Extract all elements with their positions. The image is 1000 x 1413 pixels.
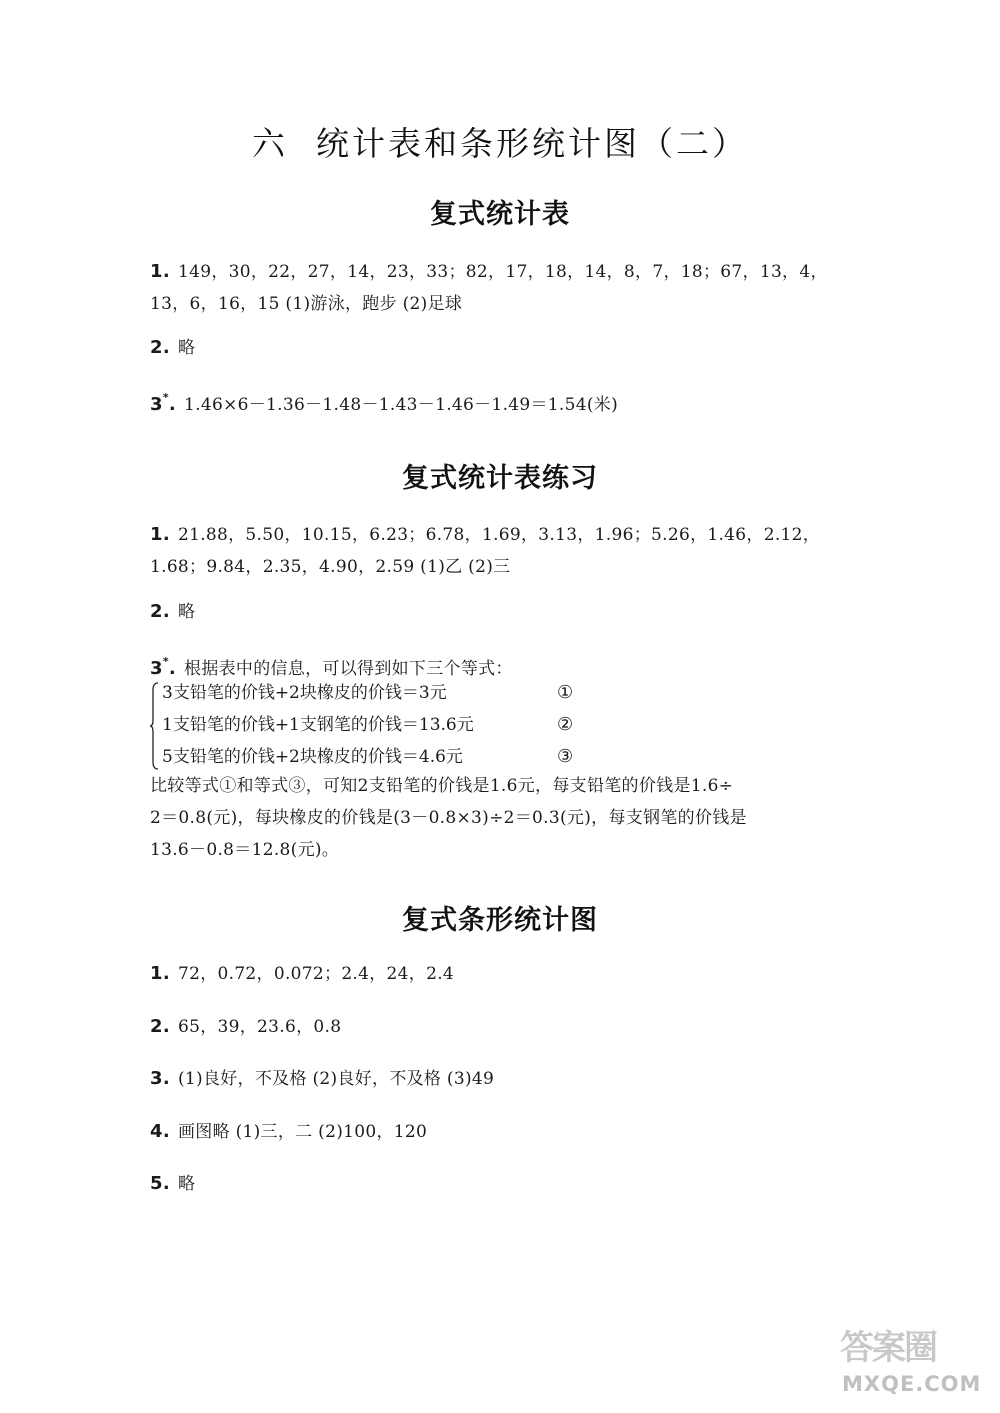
- equation-text: 1支铅笔的价钱+1支钢笔的价钱＝13.6元: [162, 715, 474, 735]
- item-text: 72，0.72，0.072；2.4，24，2.4: [177, 964, 455, 984]
- equation-text: 3支铅笔的价钱+2块橡皮的价钱＝3元: [162, 683, 447, 703]
- item-number: 2.: [150, 337, 170, 358]
- watermark: [840, 1320, 980, 1405]
- item-number: 5.: [150, 1173, 170, 1194]
- watermark-logo: 答案圈: [840, 1328, 936, 1368]
- item-text: 65，39，23.6，0.8: [177, 1017, 342, 1037]
- s1-item-3: [150, 384, 850, 421]
- item-text-cont: 13，6，16，15 (1)游泳，跑步 (2)足球: [150, 294, 463, 314]
- item-number: 4.: [150, 1121, 170, 1142]
- conclusion-line: 比较等式①和等式③，可知2支铅笔的价钱是1.6元，每支铅笔的价钱是1.6÷: [150, 776, 734, 796]
- item-text: 21.88，5.50，10.15，6.23；6.78，1.69，3.13，1.96；5.26，1.46，2.12，: [177, 525, 821, 545]
- item-text: 根据表中的信息，可以得到如下三个等式：: [184, 659, 513, 679]
- section-title-3: 复式条形统计图: [402, 905, 598, 936]
- item-text: (1)良好，不及格 (2)良好，不及格 (3)49: [177, 1069, 495, 1089]
- equation-mark: ③: [557, 746, 574, 767]
- equation-mark: ②: [557, 714, 574, 735]
- item-number: 2.: [150, 1016, 170, 1037]
- s2-item-3-conclusion: [150, 770, 850, 866]
- item-number: 1.: [150, 261, 170, 282]
- item-number: 1.: [150, 524, 170, 545]
- s2-item-2: [150, 596, 850, 628]
- item-text: 149，30，22，27，14，23，33；82，17，18，14，8，7，18；67，13，4，: [177, 262, 828, 282]
- item-number: 3*.: [150, 391, 177, 415]
- chapter-title: [0, 118, 1000, 165]
- equation-text: 5支铅笔的价钱+2块橡皮的价钱＝4.6元: [162, 747, 463, 767]
- chapter-title-text: 统计表和条形统计图（二）: [316, 124, 748, 163]
- item-number: 3*.: [150, 655, 177, 679]
- s2-item-1: [150, 519, 850, 583]
- equation-mark: ①: [557, 682, 574, 703]
- item-number: 3.: [150, 1068, 170, 1089]
- item-text: 略: [177, 1174, 196, 1194]
- equation-system: [150, 678, 610, 774]
- chapter-number: 六: [252, 124, 288, 163]
- item-text: 略: [177, 602, 196, 622]
- s3-item-3: [150, 1063, 850, 1095]
- left-brace-icon: [150, 682, 159, 770]
- s3-item-4: [150, 1116, 850, 1148]
- s3-item-5: [150, 1168, 850, 1200]
- conclusion-line: 13.6－0.8＝12.8(元)。: [150, 840, 340, 860]
- s1-item-2: [150, 332, 850, 364]
- challenge-star: *: [162, 655, 169, 668]
- s3-item-2: [150, 1011, 850, 1043]
- watermark-url: MXQE.COM: [842, 1372, 982, 1396]
- item-text: 略: [177, 338, 196, 358]
- s1-item-1: [150, 256, 850, 320]
- item-text: 1.46×6－1.36－1.48－1.43－1.46－1.49＝1.54(米): [184, 395, 619, 415]
- item-text: 画图略 (1)三，二 (2)100，120: [177, 1122, 428, 1142]
- item-number: 2.: [150, 601, 170, 622]
- item-text-cont: 1.68；9.84，2.35，4.90，2.59 (1)乙 (2)三: [150, 557, 511, 577]
- conclusion-line: 2＝0.8(元)，每块橡皮的价钱是(3－0.8×3)÷2＝0.3(元)，每支钢笔的价钱是: [150, 808, 747, 828]
- challenge-star: *: [162, 391, 169, 404]
- s3-item-1: [150, 958, 850, 990]
- item-number: 1.: [150, 963, 170, 984]
- section-title-2: 复式统计表练习: [402, 463, 598, 494]
- section-title-1: 复式统计表: [430, 199, 570, 230]
